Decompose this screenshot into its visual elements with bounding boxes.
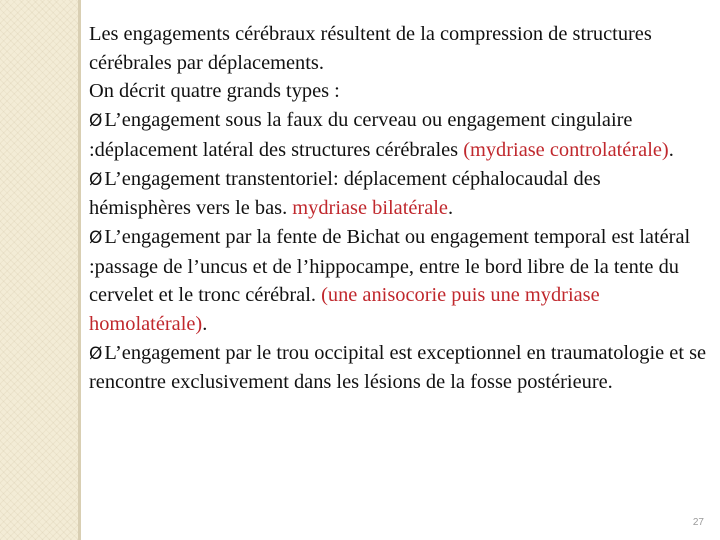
subtitle-text: On décrit quatre grands types : <box>89 80 340 103</box>
list-item <box>89 106 707 164</box>
item-highlight: (mydriase controlatérale) <box>463 138 669 161</box>
item-highlight: mydriase bilatérale <box>292 197 448 220</box>
side-band-edge <box>78 0 81 540</box>
item-text: L’engagement par le trou occipital est exceptionnel en traumatologie et se rencontre exclusivement dans les lésions de la fosse postérieure. <box>89 341 707 394</box>
item-text: L’engagement transtentoriel: déplacement céphalocaudal des hémisphères vers le bas. <box>89 167 601 220</box>
slide-content <box>89 20 707 397</box>
arrow-bullet-icon: Ø <box>89 343 103 364</box>
intro-text: Les engagements cérébraux résultent de la compression de structures cérébrales par déplacements. <box>89 23 652 74</box>
arrow-bullet-icon: Ø <box>89 227 103 248</box>
list-item <box>89 223 707 339</box>
list-item <box>89 165 707 223</box>
item-tail: . <box>202 313 208 336</box>
item-tail: . <box>447 197 454 220</box>
list-item <box>89 339 707 397</box>
arrow-bullet-icon: Ø <box>89 169 103 190</box>
item-text: L’engagement sous la faux du cerveau ou engagement cingulaire :déplacement latéral des structures cérébrales <box>89 109 633 161</box>
item-text: L’engagement par la fente de Bichat ou engagement temporal est latéral :passage de l’uncus et de l’hippocampe, entre le bord libre de la tente du cervelet et le tronc cérébral. <box>89 225 691 307</box>
arrow-bullet-icon: Ø <box>89 111 103 132</box>
decorative-side-band <box>0 0 78 540</box>
item-highlight: (une anisocorie puis une mydriase homolatérale) <box>89 284 600 336</box>
item-tail: . <box>668 138 674 161</box>
page-number: 27 <box>692 517 704 528</box>
